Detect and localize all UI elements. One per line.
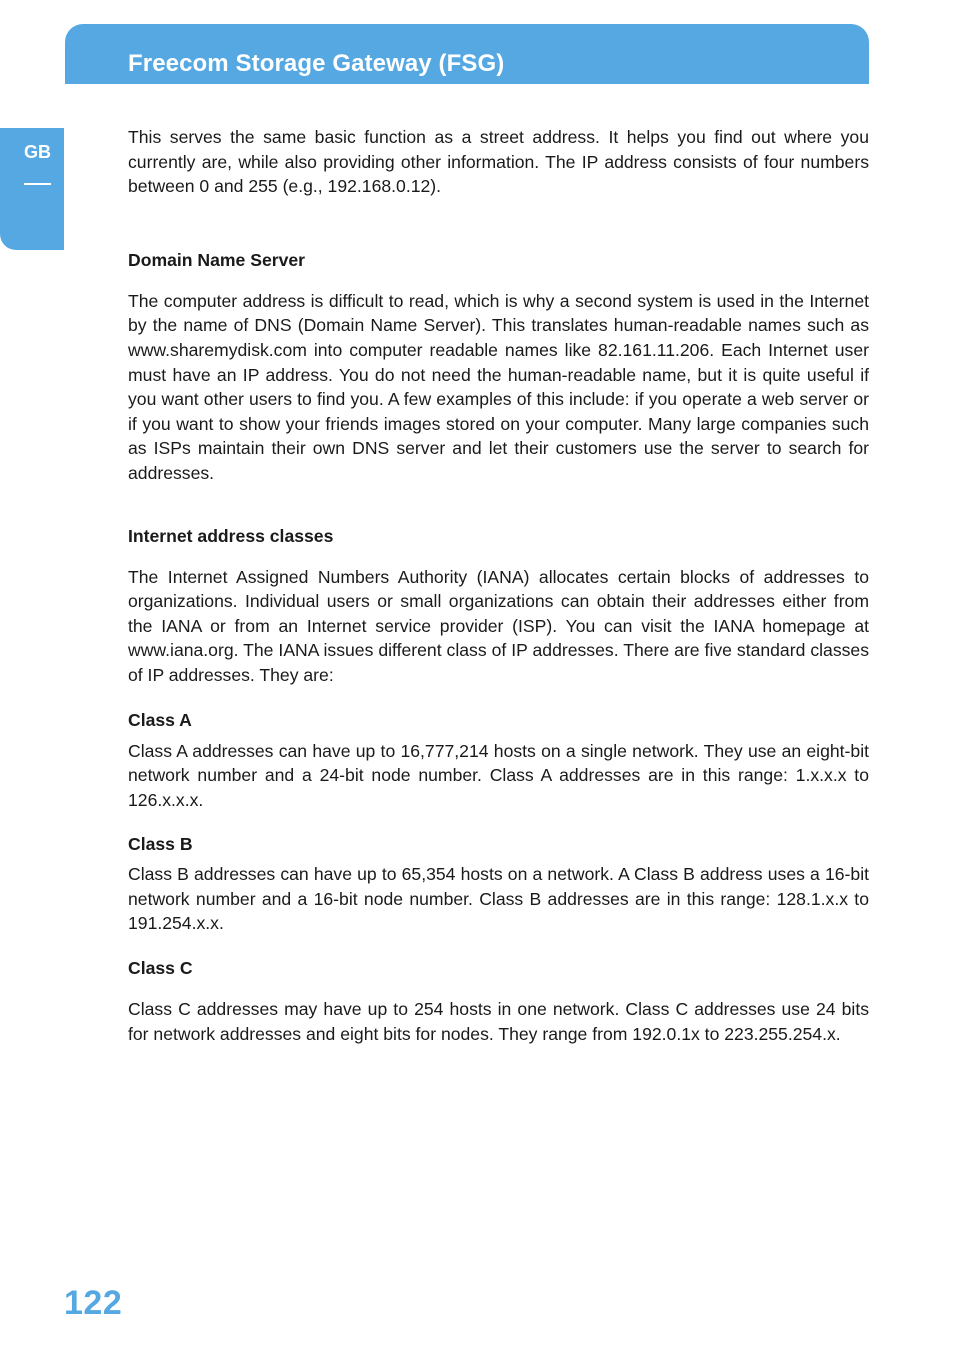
class-b-paragraph: Class B addresses can have up to 65,354 hosts on a network. A Class B address uses a 16-bit network number and a 16-bit node number. Class B addresses are in this range: 128.1.x.x to 191.254.x.x. xyxy=(128,864,869,934)
header-bar xyxy=(65,24,869,84)
main-content xyxy=(128,125,869,1046)
page-number: 122 xyxy=(64,1284,123,1322)
dns-heading: Domain Name Server xyxy=(128,249,305,270)
class-b-heading: Class B xyxy=(128,834,193,855)
class-c-heading: Class C xyxy=(128,958,193,979)
address-classes-paragraph: The Internet Assigned Numbers Authority (IANA) allocates certain blocks of addresses to organizations. Individual users or small organizations can obtain their addresses either from the IANA or from an Internet service provider (ISP). You can visit the IANA homepage at www.iana.org. The IANA issues different class of IP addresses. There are five standard classes of IP addresses. They are: xyxy=(128,566,869,685)
dns-paragraph: The computer address is difficult to read, which is why a second system is used in the Internet by the name of DNS (Domain Name Server). This translates human-readable names such as www.sharemydisk.com into computer readable names like 82.161.11.206. Each Internet user must have an IP address. You do not need the human-readable name, but it is quite useful if you want other users to find you. A few examples of this include: if you operate a web server or if you want to show your friends images stored on your computer. Many large companies such as ISPs maintain their own DNS server and let their customers use the server to search for addresses. xyxy=(128,290,869,483)
page-header-title: Freecom Storage Gateway (FSG) xyxy=(128,50,505,77)
language-tab xyxy=(0,128,64,250)
address-classes-heading: Internet address classes xyxy=(128,525,334,546)
class-c-paragraph: Class C addresses may have up to 254 hosts in one network. Class C addresses use 24 bits for network addresses and eight bits for nodes. They range from 192.0.1x to 223.255.254.x. xyxy=(128,999,869,1044)
language-label: GB xyxy=(24,142,51,162)
intro-paragraph: This serves the same basic function as a street address. It helps you find out where you currently are, while also providing other information. The IP address consists of four numbers between 0 and 255 (e.g., 192.168.0.12). xyxy=(128,127,869,197)
class-a-heading: Class A xyxy=(128,709,192,730)
language-tab-divider xyxy=(24,183,51,185)
class-a-paragraph: Class A addresses can have up to 16,777,214 hosts on a single network. They use an eight-bit network number and a 24-bit node number. Class A addresses are in this range: 1.x.x.x to 126.x.x.x. xyxy=(128,740,869,810)
